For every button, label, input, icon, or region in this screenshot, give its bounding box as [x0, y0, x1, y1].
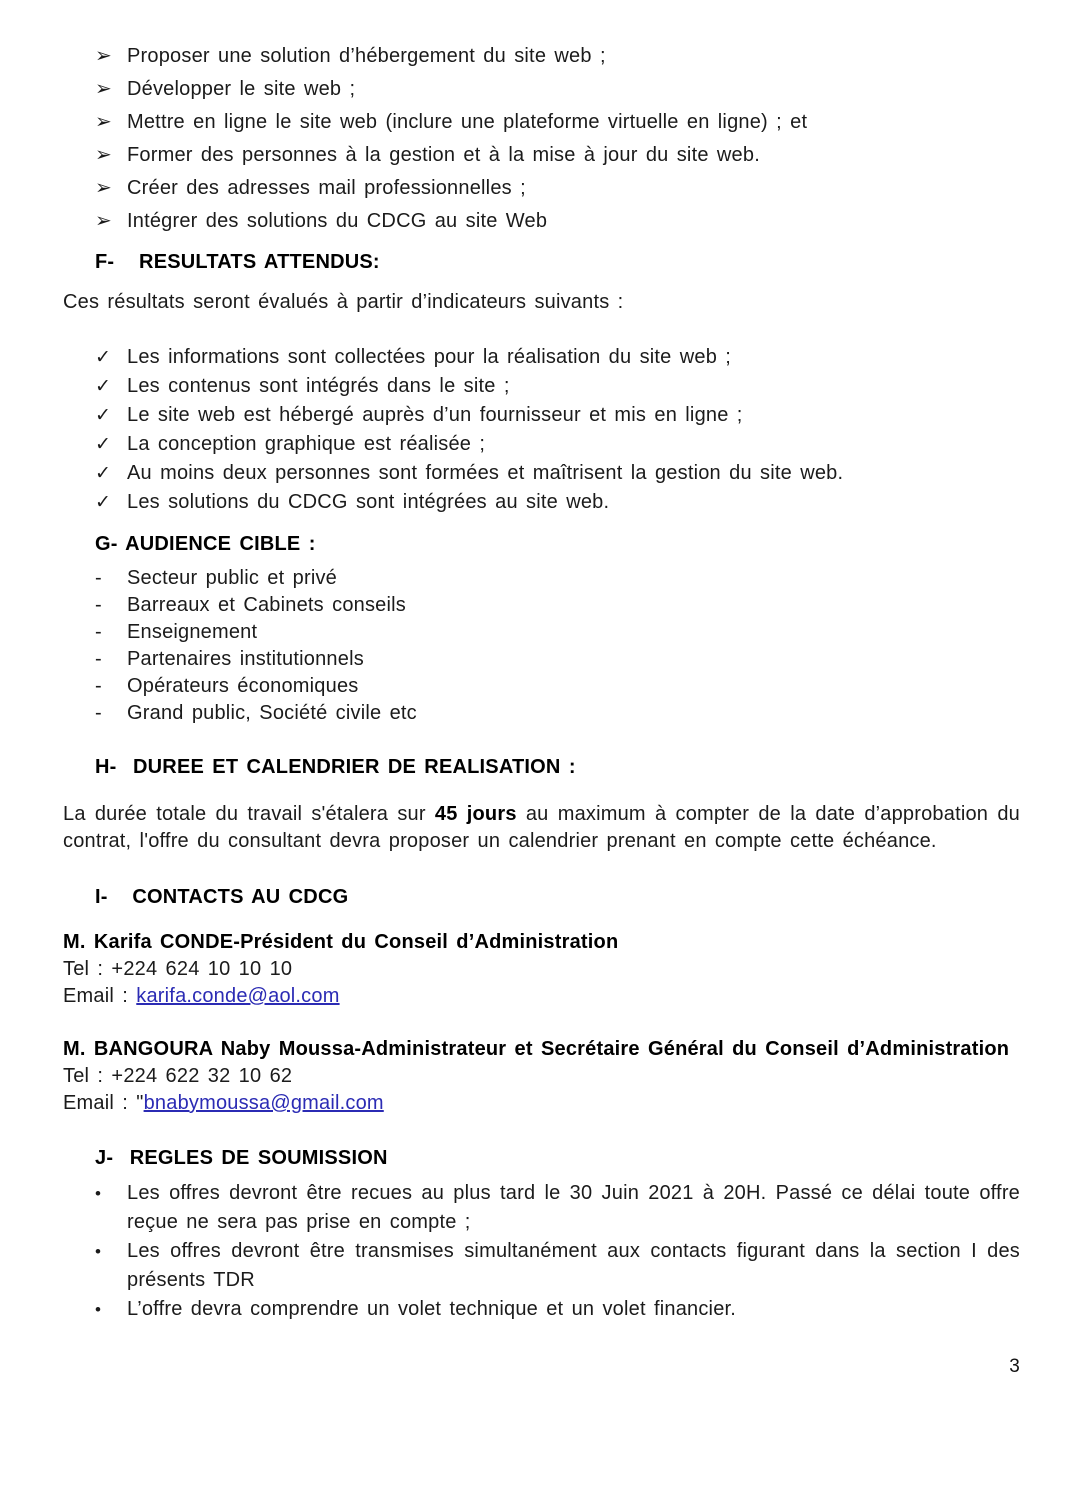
section-h-heading: H- DUREE ET CALENDRIER DE REALISATION : [95, 756, 576, 778]
list-item-text: Grand public, Société civile etc [127, 702, 417, 724]
list-item [63, 139, 1020, 172]
section-h-paragraph [63, 801, 1020, 855]
list-item [63, 106, 1020, 139]
dash-bullet-icon: - [95, 675, 102, 697]
list-item [63, 430, 1020, 459]
list-item-text: Former des personnes à la gestion et à la mise à jour du site web. [127, 144, 760, 166]
list-item [63, 619, 1020, 646]
dash-bullet-icon: - [95, 702, 102, 724]
duration-emphasis: 45 jours [434, 803, 517, 825]
dot-bullet-icon: • [95, 1184, 102, 1203]
list-item-text: Secteur public et privé [127, 567, 337, 589]
contact-name: M. BANGOURA Naby Moussa-Administrateur et Secrétaire Général du Conseil d’Administration [63, 1038, 1010, 1060]
list-item [63, 343, 1020, 372]
contact-tel: Tel : +224 622 32 10 62 [63, 1065, 293, 1087]
dash-bullet-icon: - [95, 621, 102, 643]
section-g-heading: G- AUDIENCE CIBLE : [95, 533, 316, 555]
list-item-text: Proposer une solution d’hébergement du site web ; [127, 45, 606, 67]
list-item-text: Le site web est hébergé auprès d’un fournisseur et mis en ligne ; [127, 404, 743, 426]
list-item [63, 40, 1020, 73]
dot-bullet-icon: • [95, 1242, 102, 1261]
check-bullet-icon: ✓ [95, 434, 112, 455]
submission-rules-list [63, 1179, 1020, 1324]
check-bullet-icon: ✓ [95, 405, 112, 426]
list-item [63, 592, 1020, 619]
check-bullet-icon: ✓ [95, 347, 112, 368]
check-bullet-icon: ✓ [95, 463, 112, 484]
dash-bullet-icon: - [95, 648, 102, 670]
list-item [63, 1237, 1020, 1295]
list-item-text: Intégrer des solutions du CDCG au site Web [127, 210, 548, 232]
section-f-intro: Ces résultats seront évalués à partir d’indicateurs suivants : [63, 291, 624, 313]
contact-card [63, 1036, 1020, 1117]
list-item-text: Barreaux et Cabinets conseils [127, 594, 406, 616]
list-item-text: Les informations sont collectées pour la réalisation du site web ; [127, 346, 732, 368]
page-number: 3 [1009, 1356, 1020, 1377]
dash-bullet-icon: - [95, 594, 102, 616]
list-item-text: Mettre en ligne le site web (inclure une plateforme virtuelle en ligne) ; et [127, 111, 808, 133]
list-item-text: Les offres devront être recues au plus tard le 30 Juin 2021 à 20H. Passé ce délai toute offre reçue ne sera pas prise en compte ; [127, 1182, 1020, 1233]
email-link[interactable]: bnabymoussa@gmail.com [143, 1092, 384, 1114]
list-item-text: Partenaires institutionnels [127, 648, 364, 670]
arrow-bullet-icon: ➢ [95, 111, 112, 133]
list-item [63, 401, 1020, 430]
list-item-text: La conception graphique est réalisée ; [127, 433, 486, 455]
contact-name: M. Karifa CONDE-Président du Conseil d’Administration [63, 931, 619, 953]
list-item-text: Opérateurs économiques [127, 675, 359, 697]
arrow-bullet-icon: ➢ [95, 177, 112, 199]
check-bullet-icon: ✓ [95, 376, 112, 397]
dash-bullet-icon: - [95, 567, 102, 589]
list-item-text: L’offre devra comprendre un volet technique et un volet financier. [127, 1298, 737, 1320]
list-item [63, 372, 1020, 401]
list-item [63, 205, 1020, 238]
section-f-heading: F- RESULTATS ATTENDUS: [95, 251, 380, 273]
list-item-text: Enseignement [127, 621, 258, 643]
email-label: Email : " [63, 1092, 144, 1114]
list-item [63, 1179, 1020, 1237]
list-item [63, 459, 1020, 488]
list-item-text: Créer des adresses mail professionnelles ; [127, 177, 526, 199]
list-item-text: Les contenus sont intégrés dans le site ; [127, 375, 510, 397]
tasks-bullet-list [63, 40, 1020, 238]
list-item [63, 1295, 1020, 1324]
list-item [63, 73, 1020, 106]
indicators-check-list [63, 343, 1020, 517]
list-item-text: Les solutions du CDCG sont intégrées au site web. [127, 491, 610, 513]
arrow-bullet-icon: ➢ [95, 78, 112, 100]
list-item [63, 700, 1020, 727]
list-item [63, 673, 1020, 700]
list-item-text: Au moins deux personnes sont formées et maîtrisent la gestion du site web. [127, 462, 844, 484]
email-label: Email : [63, 985, 137, 1007]
email-link[interactable]: karifa.conde@aol.com [136, 985, 340, 1007]
arrow-bullet-icon: ➢ [95, 144, 112, 166]
list-item [63, 565, 1020, 592]
contact-tel: Tel : +224 624 10 10 10 [63, 958, 293, 980]
list-item-text: Développer le site web ; [127, 78, 356, 100]
list-item [63, 488, 1020, 517]
paragraph-text: au maximum à compter de la date d’approbation du contrat, l'offre du consultant devra proposer un calendrier prenant en compte cette échéance. [63, 803, 1020, 852]
check-bullet-icon: ✓ [95, 492, 112, 513]
section-i-heading: I- CONTACTS AU CDCG [95, 886, 349, 908]
list-item-text: Les offres devront être transmises simultanément aux contacts figurant dans la section I des présents TDR [127, 1240, 1020, 1291]
section-j-heading: J- REGLES DE SOUMISSION [95, 1147, 388, 1169]
arrow-bullet-icon: ➢ [95, 210, 112, 232]
list-item [63, 172, 1020, 205]
paragraph-text: La durée totale du travail s'étalera sur [63, 803, 435, 825]
audience-dash-list [63, 565, 1020, 727]
dot-bullet-icon: • [95, 1300, 102, 1319]
list-item [63, 646, 1020, 673]
contact-card [63, 929, 1020, 1010]
arrow-bullet-icon: ➢ [95, 45, 112, 67]
contact-email-line [63, 983, 1020, 1010]
contact-email-line [63, 1090, 1020, 1117]
